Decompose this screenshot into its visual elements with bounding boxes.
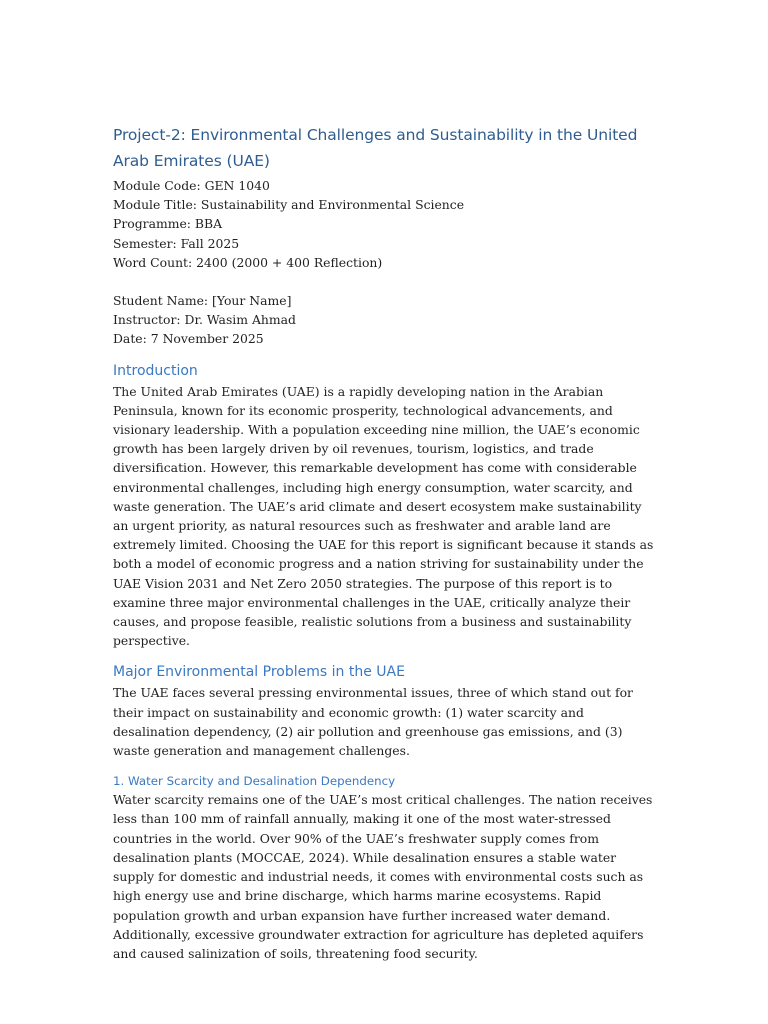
module-info	[113, 176, 658, 272]
date: Date: 7 November 2025	[113, 331, 264, 347]
introduction-paragraph: The United Arab Emirates (UAE) is a rapidly developing nation in the Arabian Peninsula, known for its economic prosperity, technological advancements, and visionary leadership. With a population exceeding nine million, the UAE’s economic growth has been largely driven by oil revenues, tourism, logistics, and trade diversification. However, this remarkable development has come with considerable environmental challenges, including high energy consumption, water scarcity, and waste generation. The UAE’s arid climate and desert ecosystem make sustainability an urgent priority, as natural resources such as freshwater and arable land are extremely limited. Choosing the UAE for this report is significant because it stands as both a model of economic progress and a nation striving for sustainability under the UAE Vision 2031 and Net Zero 2050 strategies. The purpose of this report is to examine three major environmental challenges in the UAE, critically analyze their causes, and propose feasible, realistic solutions from a business and sustainability perspective.	[113, 383, 654, 649]
document-content	[113, 122, 658, 963]
instructor: Instructor: Dr. Wasim Ahmad	[113, 312, 296, 328]
module-code: Module Code: GEN 1040	[113, 178, 270, 193]
heading-introduction: Introduction	[113, 362, 198, 379]
semester: Semester: Fall 2025	[113, 235, 240, 251]
module-title: Module Title: Sustainability and Environmental Science	[113, 197, 465, 213]
student-info	[113, 291, 658, 349]
student-name: Student Name: [Your Name]	[113, 293, 292, 309]
programme: Programme: BBA	[113, 216, 223, 232]
water-scarcity-paragraph: Water scarcity remains one of the UAE’s most critical challenges. The nation receives less than 100 mm of rainfall annually, making it one of the most water-stressed countries in the world. Over 90% of the UAE’s freshwater supply comes from desalination plants (MOCCAE, 2024). While desalination ensures a stable water supply for domestic and industrial needs, it comes with environmental costs such as high energy use and brine discharge, which harms marine ecosystems. Rapid population growth and urban expansion have further increased water demand. Additionally, excessive groundwater extraction for agriculture has depleted aquifers and caused salinization of soils, threatening food security.	[113, 792, 653, 961]
heading-major-problems: Major Environmental Problems in the UAE	[113, 664, 405, 681]
heading-water-scarcity: 1. Water Scarcity and Desalination Dependency	[113, 774, 396, 789]
word-count: Word Count: 2400 (2000 + 400 Reflection)	[113, 254, 383, 270]
document-title: Project-2: Environmental Challenges and Sustainability in the United Arab Emirates (UAE)	[113, 126, 638, 170]
spacer	[113, 272, 658, 291]
major-problems-paragraph: The UAE faces several pressing environmental issues, three of which stand out for their impact on sustainability and economic growth: (1) water scarcity and desalination dependency, (2) air pollution and greenhouse gas emissions, and (3) waste generation and management challenges.	[113, 685, 633, 759]
